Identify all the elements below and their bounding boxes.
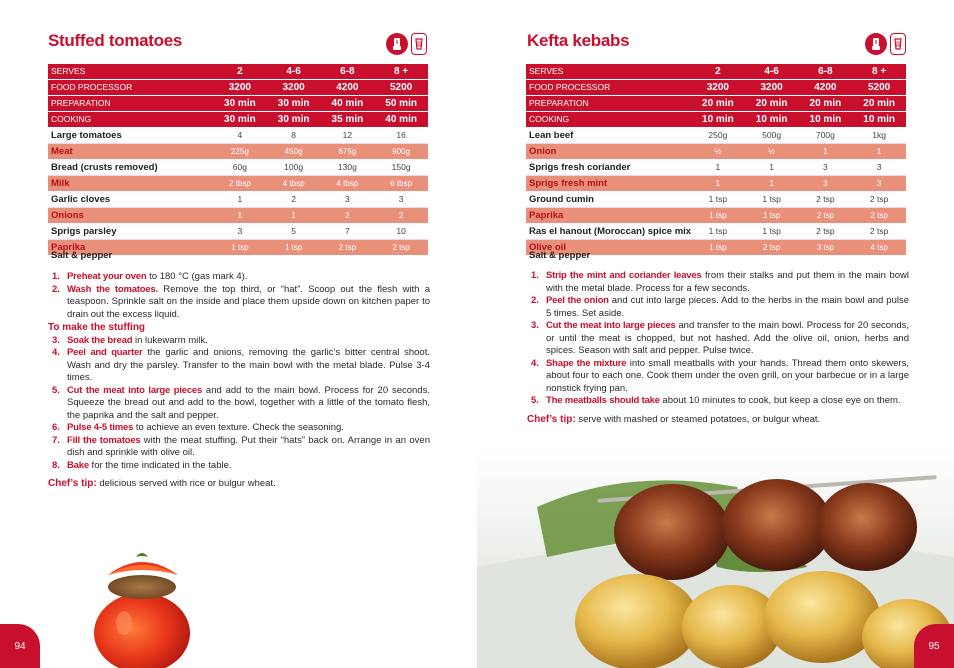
ingredient-name: Ground cumin bbox=[526, 192, 691, 208]
table-header-row bbox=[526, 96, 906, 112]
ingredient-name: Sprigs parsley bbox=[48, 224, 213, 240]
header-label: PREPARATION bbox=[526, 96, 691, 112]
method-step bbox=[52, 284, 430, 322]
table-cell: 2 tsp bbox=[799, 224, 853, 240]
table-cell: 40 min bbox=[374, 112, 428, 128]
stuffing-subheading: To make the stuffing bbox=[48, 322, 146, 333]
ingredient-name: Onions bbox=[48, 208, 213, 224]
step-lead: Peel and quarter bbox=[67, 347, 143, 358]
tip-label: Chef’s tip: bbox=[527, 413, 576, 425]
step-lead: Pulse 4-5 times bbox=[67, 422, 134, 433]
table-cell: 900g bbox=[374, 144, 428, 160]
table-cell: 700g bbox=[799, 128, 853, 144]
step-body: and add to the main bowl. Process for 20 seconds. Squeeze the bread out and add to the bowl, together with a little of the tomato flesh, the paprika and the salt and pepper. bbox=[67, 384, 430, 421]
table-cell: 1 tsp bbox=[691, 208, 745, 224]
page-number: 95 bbox=[914, 624, 954, 668]
step-lead: Bake bbox=[67, 459, 89, 471]
step-lead: Cut the meat into large pieces bbox=[546, 320, 676, 331]
table-cell: 2 tbsp bbox=[213, 176, 267, 192]
ingredient-name: Milk bbox=[48, 176, 213, 192]
table-cell: 16 bbox=[374, 128, 428, 144]
step-body: to 180 °C (gas mark 4). bbox=[146, 271, 248, 282]
ingredient-row bbox=[526, 144, 906, 160]
header-label: COOKING bbox=[48, 112, 213, 128]
table-cell: 1 bbox=[267, 208, 321, 224]
ingredient-row bbox=[526, 208, 906, 224]
header-label: SERVES bbox=[48, 64, 213, 80]
table-cell: 2 tsp bbox=[852, 208, 906, 224]
table-cell: 500g bbox=[745, 128, 799, 144]
table-cell: 1kg bbox=[852, 128, 906, 144]
table-cell: 2 bbox=[321, 208, 375, 224]
ingredient-name: Sprigs fresh coriander bbox=[526, 160, 691, 176]
ingredient-name: Onion bbox=[526, 144, 691, 160]
ingredient-name: Paprika bbox=[526, 208, 691, 224]
table-cell: 1 tsp bbox=[691, 224, 745, 240]
tip-label: Chef’s tip: bbox=[48, 478, 97, 489]
table-cell: 30 min bbox=[267, 112, 321, 128]
step-body: the garlic and onions, removing the garlic’s bitter central shoot. Wash and dry the parsley. Transfer to the main bowl with the metal blade. Pulse 3-4 times. bbox=[67, 347, 430, 383]
table-cell: 20 min bbox=[852, 96, 906, 112]
table-cell: 2 bbox=[374, 208, 428, 224]
method-step bbox=[531, 395, 909, 408]
table-cell: ½ bbox=[745, 144, 799, 160]
step-number: 5. bbox=[531, 395, 539, 406]
method-steps bbox=[48, 271, 430, 491]
step-body: in lukewarm milk. bbox=[132, 334, 208, 346]
ingredient-name: Lean beef bbox=[526, 128, 691, 144]
step-lead: Wash the tomatoes. bbox=[67, 283, 158, 295]
table-cell: 2 tsp bbox=[852, 224, 906, 240]
step-text bbox=[67, 422, 430, 435]
step-body: into small meatballs with your hands. Thread them onto skewers, about four to each one. Cook them under the oven grill, on your barbecue or in a large nonstick frying pan. bbox=[546, 357, 909, 394]
step-text bbox=[67, 385, 430, 423]
ingredient-row bbox=[526, 160, 906, 176]
tip-text: serve with mashed or steamed potatoes, or bulgur wheat. bbox=[575, 413, 821, 425]
table-cell: 450g bbox=[267, 144, 321, 160]
step-text bbox=[67, 460, 430, 473]
appliance-badges bbox=[865, 33, 906, 55]
step-number: 3. bbox=[531, 320, 539, 331]
header-label: PREPARATION bbox=[48, 96, 213, 112]
step-number: 1. bbox=[531, 270, 539, 281]
table-header-row bbox=[48, 96, 428, 112]
table-cell: 2 tsp bbox=[852, 192, 906, 208]
chefs-tip bbox=[527, 414, 909, 427]
table-cell: 2 bbox=[213, 64, 267, 80]
table-cell: 20 min bbox=[799, 96, 853, 112]
step-text bbox=[546, 295, 909, 320]
page-right bbox=[477, 0, 954, 668]
table-cell: 5200 bbox=[374, 80, 428, 96]
step-body: from their stalks and put them in the main bowl with the metal blade. Process for a few seconds. bbox=[546, 270, 909, 294]
method-step bbox=[531, 320, 909, 358]
ingredient-row bbox=[48, 208, 428, 224]
table-cell: 225g bbox=[213, 144, 267, 160]
ingredient-name: Meat bbox=[48, 144, 213, 160]
food-processor-icon bbox=[865, 33, 887, 55]
table-cell: 1 tsp bbox=[267, 240, 321, 256]
step-lead: Soak the bread bbox=[67, 334, 133, 346]
table-cell: 10 bbox=[374, 224, 428, 240]
table-cell: 3 bbox=[374, 192, 428, 208]
table-cell: 3200 bbox=[745, 80, 799, 96]
table-cell: 3200 bbox=[267, 80, 321, 96]
step-lead: Fill the tomatoes bbox=[67, 434, 141, 446]
kefta-kebabs-photo bbox=[477, 447, 954, 668]
salt-pepper-note: Salt & pepper bbox=[51, 250, 113, 261]
step-number: 2. bbox=[52, 283, 60, 295]
table-cell: 40 min bbox=[321, 96, 375, 112]
header-label: SERVES bbox=[526, 64, 691, 80]
step-text bbox=[67, 335, 430, 348]
method-step bbox=[52, 335, 430, 348]
table-cell: 4 tbsp bbox=[321, 176, 375, 192]
table-cell: 130g bbox=[321, 160, 375, 176]
stuffed-tomato-photo bbox=[90, 545, 195, 668]
ingredient-name: Bread (crusts removed) bbox=[48, 160, 213, 176]
table-cell: 4 tsp bbox=[852, 240, 906, 256]
step-lead: Preheat your oven bbox=[67, 271, 147, 282]
ingredient-row bbox=[526, 224, 906, 240]
table-cell: 4 bbox=[213, 128, 267, 144]
table-header-row bbox=[526, 64, 906, 80]
page-number: 94 bbox=[0, 624, 40, 668]
ingredient-row bbox=[48, 192, 428, 208]
bowl-icon bbox=[411, 33, 427, 55]
table-cell: 1 tsp bbox=[691, 192, 745, 208]
salt-pepper-note: Salt & pepper bbox=[529, 250, 591, 261]
table-cell: 2 tsp bbox=[374, 240, 428, 256]
table-cell: 4200 bbox=[321, 80, 375, 96]
ingredient-name: Large tomatoes bbox=[48, 128, 213, 144]
table-cell: 2 tsp bbox=[799, 192, 853, 208]
step-body: for the time indicated in the table. bbox=[88, 459, 232, 471]
step-text bbox=[67, 271, 430, 284]
table-cell: 4 tbsp bbox=[267, 176, 321, 192]
step-number: 2. bbox=[531, 295, 539, 306]
table-cell: 8 + bbox=[374, 64, 428, 80]
table-cell: 2 bbox=[267, 192, 321, 208]
ingredient-row bbox=[48, 160, 428, 176]
ingredient-row bbox=[526, 192, 906, 208]
table-cell: 1 bbox=[691, 176, 745, 192]
ingredient-name: Olive oil bbox=[526, 240, 691, 256]
table-cell: 4-6 bbox=[267, 64, 321, 80]
table-cell: 8 bbox=[267, 128, 321, 144]
table-cell: 3200 bbox=[691, 80, 745, 96]
ingredient-row bbox=[48, 128, 428, 144]
step-number: 8. bbox=[52, 459, 60, 471]
table-cell: 1 bbox=[745, 176, 799, 192]
table-cell: 60g bbox=[213, 160, 267, 176]
step-text bbox=[67, 284, 430, 322]
table-cell: 7 bbox=[321, 224, 375, 240]
step-text bbox=[546, 320, 909, 358]
table-cell: 1 bbox=[213, 192, 267, 208]
step-number: 4. bbox=[531, 357, 539, 369]
table-cell: 1 bbox=[213, 208, 267, 224]
method-step bbox=[52, 422, 430, 435]
table-cell: 3 bbox=[852, 176, 906, 192]
method-step bbox=[531, 358, 909, 396]
method-steps bbox=[527, 270, 909, 426]
ingredient-name: Sprigs fresh mint bbox=[526, 176, 691, 192]
recipe-table bbox=[526, 64, 906, 255]
table-cell: 10 min bbox=[799, 112, 853, 128]
step-body: to achieve an even texture. Check the seasoning. bbox=[133, 422, 344, 433]
table-cell: 3200 bbox=[213, 80, 267, 96]
table-cell: 2 tsp bbox=[745, 240, 799, 256]
table-header-row bbox=[48, 64, 428, 80]
table-cell: 1 bbox=[691, 160, 745, 176]
table-cell: 10 min bbox=[691, 112, 745, 128]
method-step bbox=[52, 460, 430, 473]
table-cell: ½ bbox=[691, 144, 745, 160]
table-header-row bbox=[526, 80, 906, 96]
table-cell: 3 bbox=[321, 192, 375, 208]
table-cell: 6-8 bbox=[799, 64, 853, 80]
ingredient-row bbox=[48, 176, 428, 192]
step-lead: Shape the mixture bbox=[546, 357, 627, 369]
table-cell: 150g bbox=[374, 160, 428, 176]
table-cell: 675g bbox=[321, 144, 375, 160]
step-number: 1. bbox=[52, 271, 60, 282]
step-number: 5. bbox=[52, 384, 60, 396]
table-cell: 6 tbsp bbox=[374, 176, 428, 192]
table-header-row bbox=[48, 112, 428, 128]
table-cell: 1 tsp bbox=[745, 192, 799, 208]
table-cell: 3 tsp bbox=[799, 240, 853, 256]
food-processor-icon bbox=[386, 33, 408, 55]
step-lead: Cut the meat into large pieces bbox=[67, 384, 203, 396]
appliance-badges bbox=[386, 33, 427, 55]
step-text bbox=[67, 347, 430, 385]
header-label: FOOD PROCESSOR bbox=[48, 80, 213, 96]
table-cell: 100g bbox=[267, 160, 321, 176]
table-cell: 20 min bbox=[745, 96, 799, 112]
recipe-title: Kefta kebabs bbox=[527, 31, 630, 50]
step-number: 7. bbox=[52, 434, 60, 446]
recipe-table bbox=[48, 64, 428, 255]
step-body: about 10 minutes to cook, but keep a close eye on them. bbox=[659, 395, 901, 406]
tip-text: delicious served with rice or bulgur wheat. bbox=[96, 478, 276, 489]
table-cell: 1 tsp bbox=[691, 240, 745, 256]
method-step bbox=[52, 435, 430, 460]
table-cell: 5 bbox=[267, 224, 321, 240]
method-step bbox=[52, 347, 430, 385]
ingredient-row bbox=[48, 224, 428, 240]
table-cell: 1 bbox=[852, 144, 906, 160]
ingredient-name: Paprika bbox=[48, 240, 213, 256]
ingredient-row bbox=[526, 128, 906, 144]
table-cell: 4200 bbox=[799, 80, 853, 96]
step-number: 6. bbox=[52, 422, 60, 433]
table-cell: 2 bbox=[691, 64, 745, 80]
table-cell: 3 bbox=[799, 176, 853, 192]
recipe-title: Stuffed tomatoes bbox=[48, 31, 183, 50]
table-cell: 3 bbox=[852, 160, 906, 176]
table-cell: 1 tsp bbox=[213, 240, 267, 256]
method-step bbox=[531, 295, 909, 320]
table-cell: 30 min bbox=[267, 96, 321, 112]
table-cell: 10 min bbox=[745, 112, 799, 128]
step-body: with the meat stuffing. Put their “hats” back on. Arrange in an oven dish and sprinkle with olive oil. bbox=[67, 434, 430, 458]
chefs-tip bbox=[48, 478, 430, 491]
table-cell: 10 min bbox=[852, 112, 906, 128]
table-cell: 2 tsp bbox=[321, 240, 375, 256]
step-lead: Strip the mint and coriander leaves bbox=[546, 270, 702, 281]
method-step bbox=[52, 271, 430, 284]
table-cell: 3 bbox=[213, 224, 267, 240]
table-cell: 50 min bbox=[374, 96, 428, 112]
step-text bbox=[546, 395, 909, 408]
table-cell: 5200 bbox=[852, 80, 906, 96]
table-cell: 35 min bbox=[321, 112, 375, 128]
method-step bbox=[52, 385, 430, 423]
step-text bbox=[67, 435, 430, 460]
step-number: 4. bbox=[52, 347, 60, 358]
ingredient-row bbox=[48, 144, 428, 160]
table-cell: 1 tsp bbox=[745, 224, 799, 240]
ingredient-name: Ras el hanout (Moroccan) spice mix bbox=[526, 224, 691, 240]
step-body: Remove the top third, or “hat”. Scoop out the flesh with a teaspoon. Sprinkle salt on the inside and place them upside down on kitchen paper to drain out the excess liquid. bbox=[67, 283, 430, 320]
header-label: COOKING bbox=[526, 112, 691, 128]
table-cell: 30 min bbox=[213, 96, 267, 112]
table-cell: 1 bbox=[799, 144, 853, 160]
table-cell: 3 bbox=[799, 160, 853, 176]
table-cell: 1 bbox=[745, 160, 799, 176]
ingredient-name: Garlic cloves bbox=[48, 192, 213, 208]
step-lead: The meatballs should take bbox=[546, 395, 660, 406]
table-cell: 4-6 bbox=[745, 64, 799, 80]
method-step bbox=[531, 270, 909, 295]
table-cell: 8 + bbox=[852, 64, 906, 80]
step-body: and cut into large pieces. Add to the herbs in the main bowl and pulse 5 times. Set aside. bbox=[546, 295, 909, 319]
header-label: FOOD PROCESSOR bbox=[526, 80, 691, 96]
bowl-icon bbox=[890, 33, 906, 55]
table-cell: 6-8 bbox=[321, 64, 375, 80]
step-number: 3. bbox=[52, 334, 60, 346]
step-body: and transfer to the main bowl. Process for 20 seconds, or until the meat is chopped, but not hashed. Add the olive oil, onion, herbs and spices. Season with salt and pepper. Pulse twice. bbox=[546, 320, 909, 356]
table-cell: 12 bbox=[321, 128, 375, 144]
table-header-row bbox=[48, 80, 428, 96]
table-cell: 20 min bbox=[691, 96, 745, 112]
step-text bbox=[546, 358, 909, 396]
step-lead: Peel the onion bbox=[546, 295, 609, 306]
table-cell: 30 min bbox=[213, 112, 267, 128]
table-cell: 2 tsp bbox=[799, 208, 853, 224]
table-cell: 250g bbox=[691, 128, 745, 144]
ingredient-row bbox=[526, 176, 906, 192]
table-header-row bbox=[526, 112, 906, 128]
step-text bbox=[546, 270, 909, 295]
table-cell: 1 tsp bbox=[745, 208, 799, 224]
